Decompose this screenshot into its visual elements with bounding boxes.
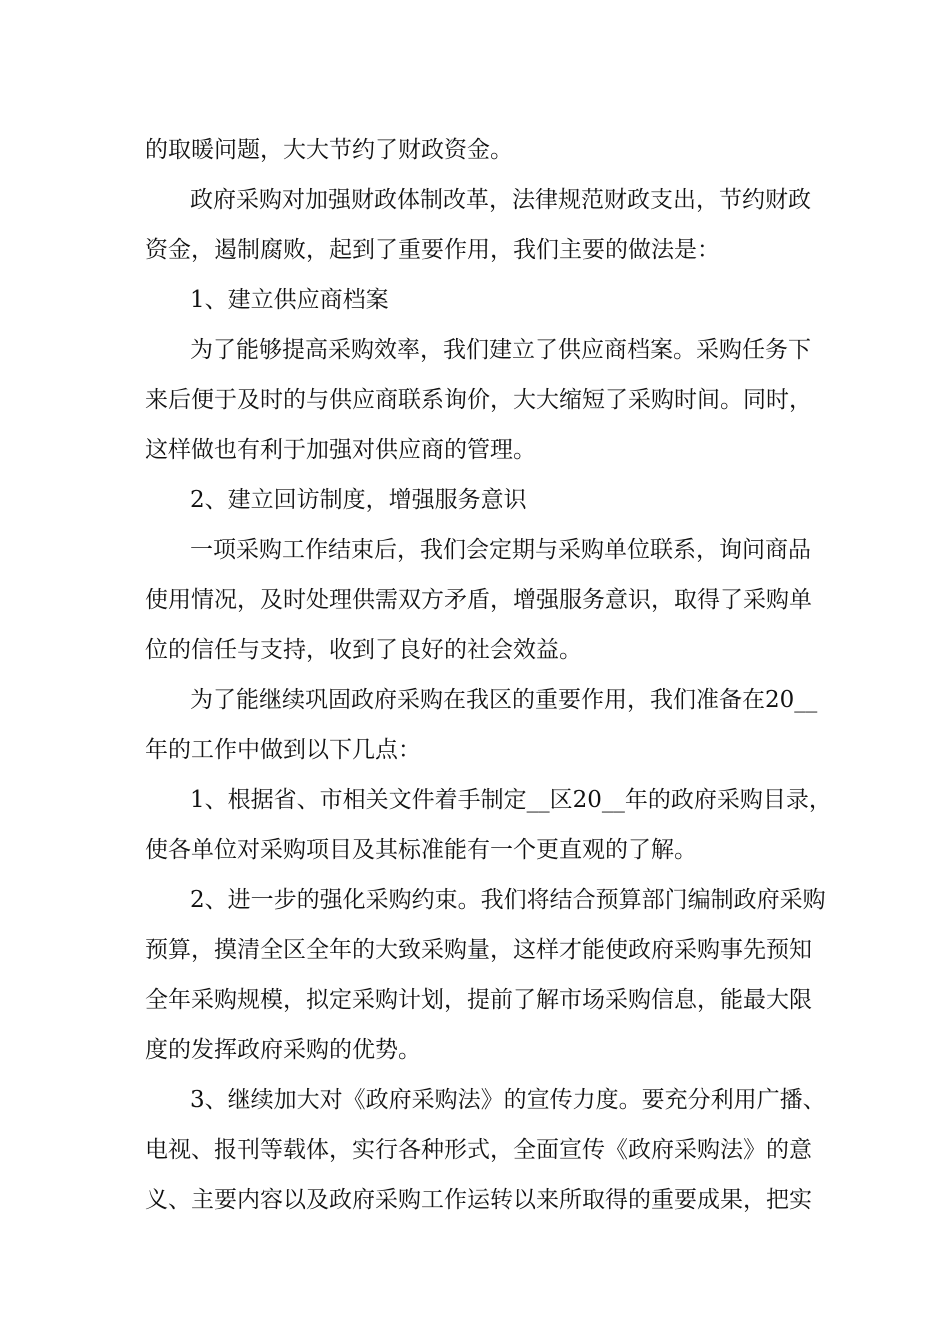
section-heading: 1、建立供应商档案 xyxy=(190,287,389,313)
text-line: 度的发挥政府采购的优势。 xyxy=(145,1037,421,1063)
text-line: 年的工作中做到以下几点： xyxy=(145,737,421,763)
text-line: 这样做也有利于加强对供应商的管理。 xyxy=(145,437,536,463)
text-line: 全年采购规模，拟定采购计划，提前了解市场采购信息，能最大限 xyxy=(145,987,812,1013)
text-line: 2、进一步的强化采购约束。我们将结合预算部门编制政府采购 xyxy=(190,887,826,913)
text-line: 预算，摸清全区全年的大致采购量，这样才能使政府采购事先预知 xyxy=(145,937,812,963)
text-line: 使各单位对采购项目及其标准能有一个更直观的了解。 xyxy=(145,837,697,863)
text-line: 3、继续加大对《政府采购法》的宣传力度。要充分利用广播、 xyxy=(190,1087,826,1113)
text-line: 为了能继续巩固政府采购在我区的重要作用，我们准备在20__ xyxy=(190,687,818,713)
section-heading: 2、建立回访制度，增强服务意识 xyxy=(190,487,527,513)
text-line: 资金，遏制腐败，起到了重要作用，我们主要的做法是： xyxy=(145,237,720,263)
text-line: 使用情况，及时处理供需双方矛盾，增强服务意识，取得了采购单 xyxy=(145,587,812,613)
text-line: 来后便于及时的与供应商联系询价，大大缩短了采购时间。同时， xyxy=(145,387,812,413)
text-line: 电视、报刊等载体，实行各种形式，全面宣传《政府采购法》的意 xyxy=(145,1137,812,1163)
text-line: 政府采购对加强财政体制改革，法律规范财政支出，节约财政 xyxy=(190,187,811,213)
text-line: 1、根据省、市相关文件着手制定__区20__年的政府采购目录， xyxy=(190,787,832,813)
text-line: 位的信任与支持，收到了良好的社会效益。 xyxy=(145,637,582,663)
text-line: 的取暖问题，大大节约了财政资金。 xyxy=(145,137,513,163)
text-line: 义、主要内容以及政府采购工作运转以来所取得的重要成果，把实 xyxy=(145,1187,812,1213)
text-line: 一项采购工作结束后，我们会定期与采购单位联系，询问商品 xyxy=(190,537,811,563)
text-line: 为了能够提高采购效率，我们建立了供应商档案。采购任务下 xyxy=(190,337,811,363)
